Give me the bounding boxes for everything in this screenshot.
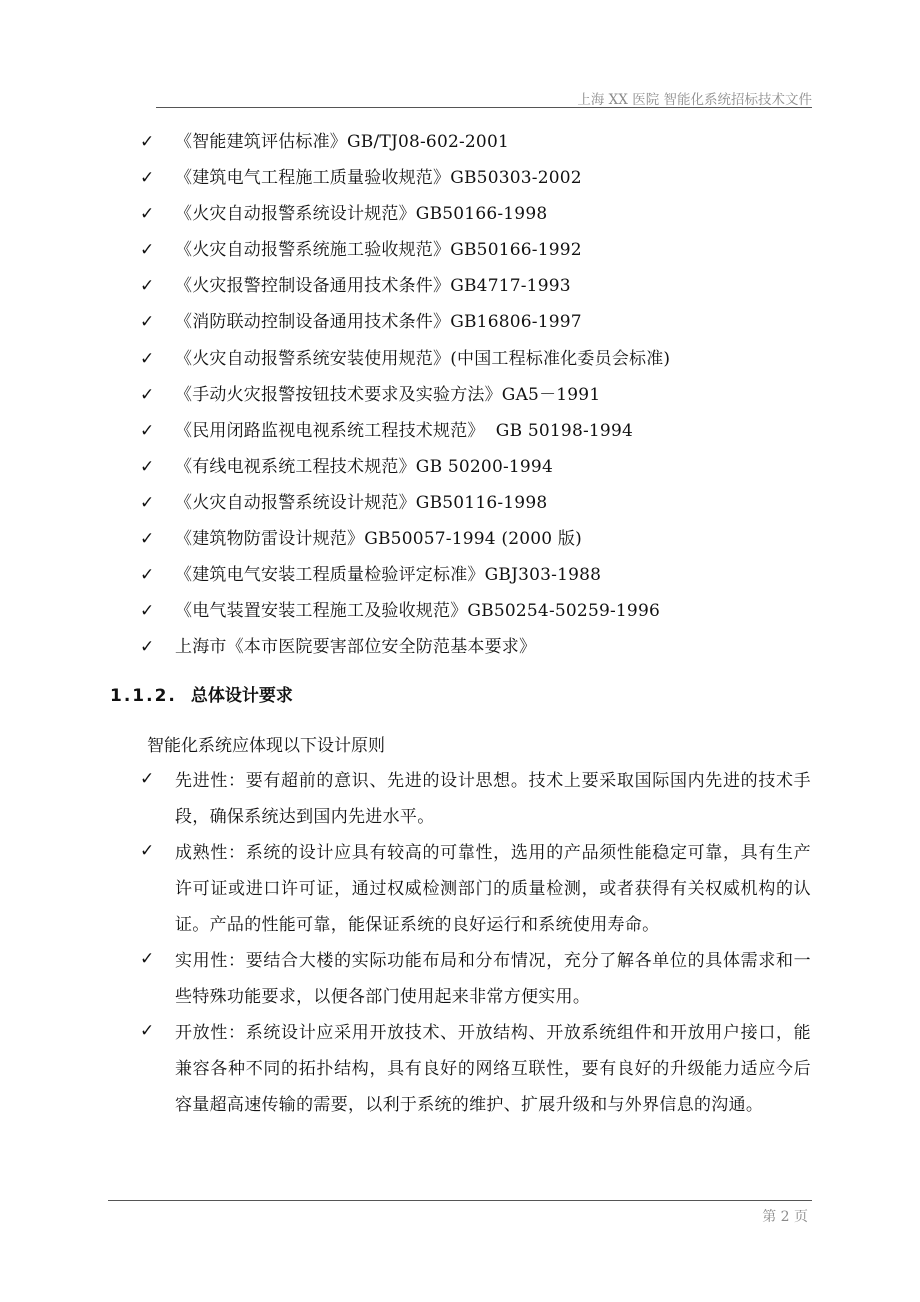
section-title: 总体设计要求 [190,686,293,706]
section-heading [110,681,293,706]
intro-paragraph: 智能化系统应体现以下设计原则 [147,736,385,756]
check-mark-icon: ✓ [140,420,155,441]
list-item: ✓ 《火灾自动报警系统施工验收规范》GB50166-1992 [140,240,582,261]
standards-list [0,127,920,668]
list-item: ✓ 《火灾自动报警系统设计规范》GB50116-1998 [140,492,548,513]
check-mark-icon: ✓ [140,529,155,550]
list-item: ✓ 先进性：要有超前的意识、先进的设计思想。技术上要采取国际国内先进的技术手段，确保系统达到国内先进水平。 [140,769,811,827]
page-number: 第 2 页 [762,1209,808,1225]
list-item: ✓ 成熟性：系统的设计应具有较高的可靠性，选用的产品须性能稳定可靠，具有生产许可证或进口许可证，通过权威检测部门的质量检测，或者获得有关权威机构的认证。产品的性能可靠，能保证系统的良好运行和系统使用寿命。 [140,841,811,935]
check-mark-icon: ✓ [140,456,155,477]
list-item: ✓ 《建筑电气工程施工质量验收规范》GB50303-2002 [140,168,582,189]
list-item: ✓ 《智能建筑评估标准》GB/TJ08-602-2001 [140,132,509,152]
check-mark-icon: ✓ [140,841,155,861]
check-mark-icon: ✓ [140,276,155,297]
check-mark-icon: ✓ [140,1021,155,1041]
list-item: ✓ 《建筑物防雷设计规范》GB50057-1994 (2000 版) [140,529,582,550]
list-item: ✓ 《火灾自动报警系统安装使用规范》(中国工程标准化委员会标准) [140,348,671,369]
list-item: ✓ 《电气装置安装工程施工及验收规范》GB50254-50259-1996 [140,601,660,622]
list-item: ✓ 《有线电视系统工程技术规范》GB 50200-1994 [140,456,553,477]
header-title: 上海 XX 医院 智能化系统招标技术文件 [577,92,812,108]
check-mark-icon: ✓ [140,384,155,405]
section-number: 1.1.2. [110,686,177,706]
list-item: ✓ 《民用闭路监视电视系统工程技术规范》 GB 50198-1994 [140,420,633,441]
check-mark-icon: ✓ [140,348,155,369]
list-item: ✓ 实用性：要结合大楼的实际功能布局和分布情况，充分了解各单位的具体需求和一些特殊功能要求，以便各部门使用起来非常方便实用。 [140,949,811,1007]
check-mark-icon: ✓ [140,240,155,261]
check-mark-icon: ✓ [140,204,155,225]
check-mark-icon: ✓ [140,492,155,513]
list-item: ✓ 《手动火灾报警按钮技术要求及实验方法》GA5－1991 [140,384,601,405]
header-divider [156,107,812,108]
check-mark-icon: ✓ [140,132,155,152]
footer-divider [108,1200,812,1201]
list-item: ✓ 《消防联动控制设备通用技术条件》GB16806-1997 [140,312,582,333]
check-mark-icon: ✓ [140,949,155,969]
principles-list [0,763,920,1123]
check-mark-icon: ✓ [140,312,155,333]
check-mark-icon: ✓ [140,637,155,658]
list-item: ✓ 《火灾报警控制设备通用技术条件》GB4717-1993 [140,276,571,297]
list-item: ✓ 《建筑电气安装工程质量检验评定标准》GBJ303-1988 [140,565,602,586]
check-mark-icon: ✓ [140,565,155,586]
check-mark-icon: ✓ [140,601,155,622]
list-item: ✓ 上海市《本市医院要害部位安全防范基本要求》 [140,637,537,658]
list-item: ✓ 开放性：系统设计应采用开放技术、开放结构、开放系统组件和开放用户接口，能兼容各种不同的拓扑结构，具有良好的网络互联性，要有良好的升级能力适应今后容量超高速传输的需要，以利于系统的维护、扩展升级和与外界信息的沟通。 [140,1021,811,1115]
check-mark-icon: ✓ [140,168,155,189]
check-mark-icon: ✓ [140,769,155,789]
list-item: ✓ 《火灾自动报警系统设计规范》GB50166-1998 [140,204,548,225]
